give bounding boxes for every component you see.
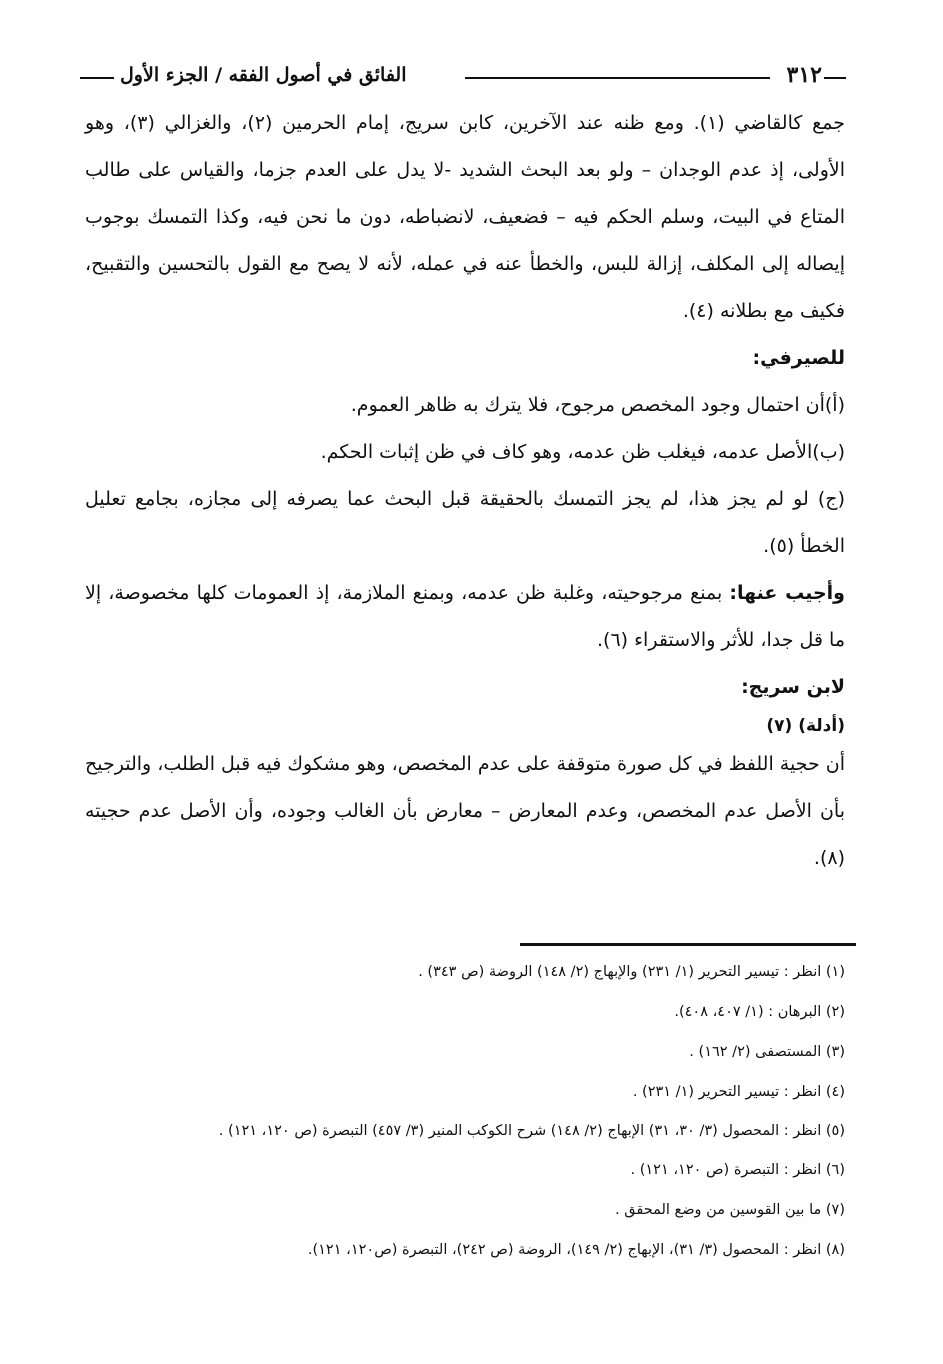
- running-title: الفائق في أصول الفقه / الجزء الأول: [120, 64, 407, 86]
- footnote-4: (٤) انظر : تيسير التحرير (١/ ٢٣١) .: [632, 1084, 845, 1100]
- answer-text: بمنع مرجوحيته، وغلبة ظن عدمه، وبمنع الملازمة، إذ العمومات كلها مخصوصة، إلا ما قل جدا، للأثر والاستقراء (٦).: [85, 582, 845, 651]
- heading-adilla: (أدلة) (٧): [766, 716, 845, 736]
- header-rule-middle: [465, 77, 770, 79]
- header-rule-left: [80, 77, 114, 79]
- page-number: ٣١٢: [786, 62, 822, 88]
- main-text: [85, 100, 845, 882]
- list-item-c: (ج) لو لم يجز هذا، لم يجز التمسك بالحقيقة قبل البحث عما يصرفه إلى مجازه، بجامع تعليل الخطأ (٥).: [85, 488, 845, 557]
- answer-lead: وأجيب عنها:: [729, 582, 845, 604]
- paragraph-opening: جمع كالقاضي (١). ومع ظنه عند الآخرين، كابن سريج، إمام الحرمين (٢)، والغزالي (٣)، وهو الأولى، إذ عدم الوجدان – ولو بعد البحث الشديد -لا يدل على العدم جزما، والقياس على طالب المتاع في البيت، وسلم الحكم فيه – فضعيف، لانضباطه، دون ما نحن فيه، وكذا التمسك بوجوب إيصاله إلى المكلف، إزالة للبس، والخطأ عنه في عمله، لأنه لا يصح مع القول بالتحسين والتقبيح، فكيف مع بطلانه (٤).: [85, 112, 845, 322]
- heading-sayrafi: للصيرفي:: [752, 347, 845, 369]
- paragraph-answer: [85, 570, 845, 664]
- footnote-6: (٦) انظر : التبصرة (ص ١٢٠، ١٢١) .: [630, 1162, 845, 1178]
- page-header: [80, 60, 846, 96]
- footnote-8: (٨) انظر : المحصول (٣/ ٣١)، الإبهاج (٢/ ١٤٩)، الروضة (ص ٢٤٢)، التبصرة (ص١٢٠، ١٢١).: [307, 1242, 845, 1258]
- footnote-3: (٣) المستصفى (٢/ ١٦٢) .: [689, 1044, 845, 1060]
- footnotes: [85, 952, 845, 1270]
- paragraph-closing: أن حجية اللفظ في كل صورة متوقفة على عدم المخصص، وهو مشكوك فيه قبل الطلب، والترجيح بأن الأصل عدم المخصص، وعدم المعارض – معارض بأن الغالب وجوده، وأن الأصل عدم حجيته (٨).: [85, 753, 845, 869]
- footnote-5: (٥) انظر : المحصول (٣/ ٣٠، ٣١) الإبهاج (٢/ ١٤٨) شرح الكوكب المنير (٣/ ٤٥٧) التبصرة (ص ١٢٠، ١٢١) .: [218, 1123, 845, 1139]
- footnote-1: (١) انظر : تيسير التحرير (١/ ٢٣١) والإبهاج (٢/ ١٤٨) الروضة (ص ٣٤٣) .: [418, 964, 845, 980]
- footnote-2: (٢) البرهان : (١/ ٤٠٧، ٤٠٨).: [674, 1004, 845, 1020]
- footnote-7: (٧) ما بين القوسين من وضع المحقق .: [615, 1202, 845, 1218]
- list-item-b: (ب)الأصل عدمه، فيغلب ظن عدمه، وهو كاف في ظن إثبات الحكم.: [320, 441, 845, 463]
- list-item-a: (أ)أن احتمال وجود المخصص مرجوح، فلا يترك به ظاهر العموم.: [350, 394, 845, 416]
- header-rule-right: [824, 77, 846, 79]
- heading-ibn-surayj: لابن سريج:: [741, 676, 845, 698]
- footnote-separator: [520, 943, 856, 946]
